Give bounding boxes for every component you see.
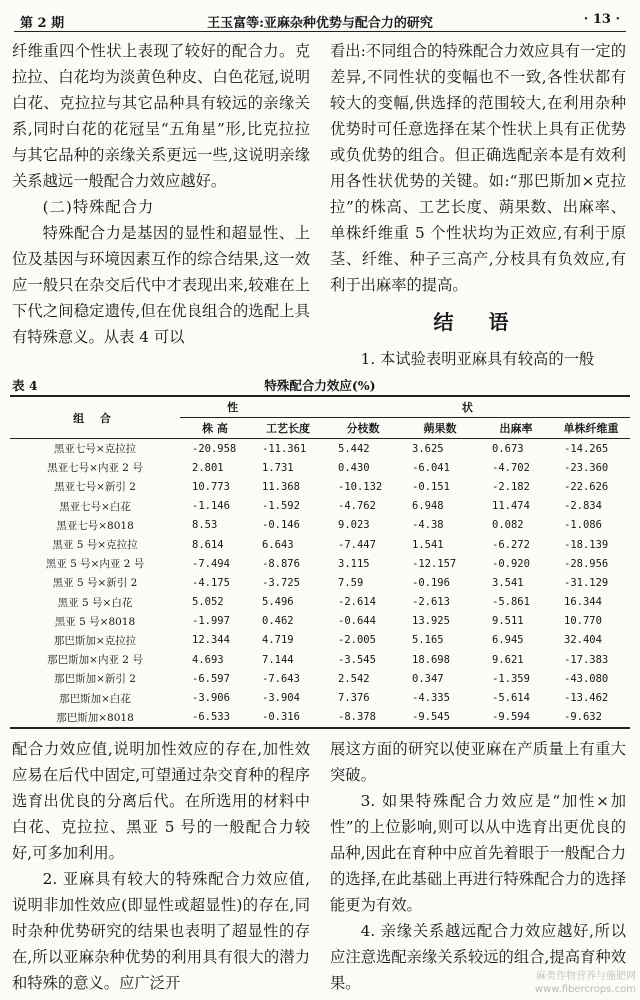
value-cell: -1.997: [192, 615, 230, 628]
left-column-top: [12, 38, 310, 350]
paragraph: 配合力效应值,说明加性效应的存在,加性效应易在后代中固定,可望通过杂交育种的程序选育出优良的分离后代。在所选用的材料中白花、克拉拉、黑亚 5 号的一般配合力较好,可多加利用。: [12, 740, 310, 862]
value-cell: 0.430: [338, 461, 370, 474]
header-rule: [14, 31, 626, 32]
sca-table: [10, 395, 630, 729]
table-row: [10, 516, 630, 535]
section-subheading: (二)特殊配合力: [42, 198, 155, 216]
table-row: [10, 669, 630, 688]
issue-number: 第 2 期: [20, 16, 65, 31]
value-cell: 3.115: [338, 557, 370, 570]
running-title: 王玉富等:亚麻杂种优势与配合力的研究: [207, 16, 433, 31]
value-cell: -0.196: [412, 576, 450, 589]
combo-cell: 黑亚七号×内亚 2 号: [47, 462, 143, 475]
value-cell: -2.613: [412, 596, 450, 609]
value-cell: 0.082: [492, 519, 524, 532]
value-cell: -3.906: [192, 692, 230, 705]
value-cell: -20.958: [192, 442, 237, 455]
value-cell: -6.041: [412, 461, 450, 474]
value-cell: -0.920: [492, 557, 530, 570]
col-header: 分枝数: [326, 418, 400, 439]
value-cell: -7.447: [338, 538, 376, 551]
table-row: [10, 439, 630, 459]
value-cell: -4.762: [338, 500, 376, 513]
col-header: 出麻率: [480, 418, 552, 439]
value-cell: 16.344: [564, 596, 602, 609]
value-cell: 10.770: [564, 615, 602, 628]
value-cell: -4.702: [492, 461, 530, 474]
traits-header: 性 状: [180, 396, 630, 418]
value-cell: -0.316: [250, 708, 326, 728]
table-caption: [10, 373, 630, 395]
value-cell: -31.129: [564, 576, 609, 589]
value-cell: 5.052: [192, 596, 224, 609]
combo-cell: 黑亚 5 号×白花: [57, 596, 133, 609]
value-cell: -8.876: [262, 557, 300, 570]
value-cell: -3.545: [338, 653, 376, 666]
table-4: [10, 373, 630, 729]
value-cell: -2.005: [338, 634, 376, 647]
value-cell: 0.673: [492, 442, 524, 455]
value-cell: -2.834: [564, 500, 602, 513]
value-cell: -9.594: [480, 708, 552, 728]
value-cell: -3.725: [262, 576, 300, 589]
value-cell: 7.59: [338, 576, 364, 589]
combo-cell: 黑亚 5 号×克拉拉: [52, 539, 138, 552]
value-cell: -3.904: [262, 692, 300, 705]
value-cell: 13.925: [412, 615, 450, 628]
combo-cell: 那巴斯加×克拉拉: [53, 634, 137, 647]
value-cell: -2.182: [492, 480, 530, 493]
paragraph: 3. 如果特殊配合力效应是“加性×加性”的上位影响,则可以从中选育出更优良的品种,因此在育种中应首先着眼于一般配合力的选择,在此基础上再进行特殊配合力的选择能更为有效。: [330, 792, 626, 914]
value-cell: 4.693: [192, 653, 224, 666]
right-column-bottom: [330, 736, 626, 996]
value-cell: -8.378: [326, 708, 400, 728]
value-cell: -4.335: [412, 692, 450, 705]
combo-cell: 黑亚七号×白花: [59, 500, 131, 513]
value-cell: 11.474: [492, 500, 530, 513]
table-number: 表 4: [12, 378, 38, 393]
paragraph: 纤维重四个性状上表现了较好的配合力。克拉拉、白花均为淡黄色种皮、白色花冠,说明白花、克拉拉与其它品种具有较远的亲缘关系,同时白花的花冠呈“五角星”形,比克拉拉与其它品种的亲缘关系更远一些,这说明亲缘关系越远一般配合力效应越好。: [12, 42, 310, 190]
value-cell: -28.956: [564, 557, 609, 570]
table-body: [10, 439, 630, 728]
value-cell: -7.494: [192, 557, 230, 570]
value-cell: -0.151: [412, 480, 450, 493]
table-row: [10, 497, 630, 516]
combo-cell: 黑亚七号×新引 2: [54, 481, 136, 494]
combo-cell: 黑亚 5 号×新引 2: [52, 577, 138, 590]
paragraph: 2. 亚麻具有较大的特殊配合力效应值,说明非加性效应(即显性或超显性)的存在,同时杂种优势研究的结果也表明了超显性的存在,所以亚麻杂种优势的利用具有很大的潜力和特殊的意义。应广泛开: [12, 870, 310, 992]
value-cell: -0.644: [338, 615, 376, 628]
value-cell: 3.625: [412, 442, 444, 455]
paragraph: 4. 亲缘关系越远配合力效应越好,所以应注意选配亲缘关系较远的组合,提高育种效果。: [330, 922, 626, 992]
value-cell: -1.086: [564, 519, 602, 532]
value-cell: -23.360: [564, 461, 609, 474]
value-cell: -6.533: [180, 708, 250, 728]
value-cell: -17.383: [564, 653, 609, 666]
value-cell: 18.698: [412, 653, 450, 666]
value-cell: -43.080: [564, 672, 609, 685]
value-cell: -22.626: [564, 480, 609, 493]
left-column-bottom: [12, 736, 310, 996]
watermark-line: 麻类作物营养与施肥网: [536, 971, 636, 982]
table-row: [10, 688, 630, 707]
value-cell: -4.38: [412, 519, 444, 532]
value-cell: -11.361: [262, 442, 307, 455]
value-cell: -2.614: [338, 596, 376, 609]
value-cell: 2.801: [192, 461, 224, 474]
combo-cell: 黑亚 5 号×内亚 2 号: [45, 558, 145, 571]
watermark: [535, 970, 636, 996]
table-row: [10, 573, 630, 592]
page-number: · 13 ·: [583, 12, 620, 27]
value-cell: 2.542: [338, 672, 370, 685]
value-cell: 0.347: [412, 672, 444, 685]
value-cell: 0.462: [262, 615, 294, 628]
value-cell: 6.643: [262, 538, 294, 551]
value-cell: 5.442: [338, 442, 370, 455]
table-title: 特殊配合力效应(%): [264, 378, 376, 393]
value-cell: -1.359: [492, 672, 530, 685]
value-cell: -6.272: [492, 538, 530, 551]
value-cell: 5.165: [412, 634, 444, 647]
value-cell: 4.719: [262, 634, 294, 647]
value-cell: -10.132: [338, 480, 383, 493]
watermark-line: www.fibercrops.com: [534, 984, 636, 995]
paragraph: 展这方面的研究以使亚麻在产质量上有重大突破。: [330, 740, 626, 784]
table-row: [10, 593, 630, 612]
table-row: [10, 535, 630, 554]
value-cell: 32.404: [564, 634, 602, 647]
combo-cell: 黑亚 5 号×8018: [54, 615, 136, 628]
value-cell: 9.023: [338, 519, 370, 532]
combo-cell: 那巴斯加×新引 2: [54, 673, 136, 686]
value-cell: 8.53: [192, 519, 218, 532]
conclusion-heading: 结 语: [433, 310, 523, 334]
table-row: [10, 458, 630, 477]
value-cell: 5.496: [262, 596, 294, 609]
value-cell: -7.643: [262, 672, 300, 685]
table-row: [10, 554, 630, 573]
combo-cell: 那巴斯加×白花: [59, 692, 131, 705]
value-cell: -6.597: [192, 672, 230, 685]
value-cell: -12.157: [412, 557, 457, 570]
value-cell: 1.541: [412, 538, 444, 551]
value-cell: 6.945: [492, 634, 524, 647]
combo-cell: 黑亚七号×克拉拉: [53, 443, 137, 456]
value-cell: -14.265: [564, 442, 609, 455]
value-cell: 11.368: [262, 480, 300, 493]
value-cell: 1.731: [262, 461, 294, 474]
value-cell: -4.175: [192, 576, 230, 589]
value-cell: 3.541: [492, 576, 524, 589]
combo-header: 组 合: [10, 396, 180, 439]
value-cell: 12.344: [192, 634, 230, 647]
value-cell: 7.376: [338, 692, 370, 705]
col-header: 蒴果数: [400, 418, 480, 439]
value-cell: 9.511: [492, 615, 524, 628]
value-cell: -1.592: [262, 500, 300, 513]
paragraph: 特殊配合力是基因的显性和超显性、上位及基因与环境因素互作的综合结果,这一效应一般只在杂交后代中才表现出来,较难在上下代之间稳定遗传,但在优良组合的选配上具有特殊意义。从表 4 可以: [12, 224, 310, 346]
table-row: [10, 708, 630, 728]
table-row: [10, 631, 630, 650]
value-cell: -18.139: [564, 538, 609, 551]
paragraph: 1. 本试验表明亚麻具有较高的一般: [360, 350, 595, 368]
value-cell: 8.614: [192, 538, 224, 551]
paragraph: 看出:不同组合的特殊配合力效应具有一定的差异,不同性状的变幅也不一致,各性状都有较大的变幅,供选择的范围较大,在利用杂种优势时可任意选择在某个性状上具有正优势或负优势的组合。但正确选配亲本是有效利用各性状优势的关键。如:“那巴斯加×克拉拉”的株高、工艺长度、蒴果数、出麻率、单株纤维重 5 个性状均为正效应,有利于原茎、纤维、种子三高产,分枝具有负效应,有利于出麻率的提高。: [330, 42, 626, 294]
value-cell: -5.861: [492, 596, 530, 609]
value-cell: 7.144: [262, 653, 294, 666]
value-cell: -13.462: [564, 692, 609, 705]
value-cell: -9.545: [400, 708, 480, 728]
combo-cell: 那巴斯加×8018: [10, 708, 180, 728]
value-cell: 6.948: [412, 500, 444, 513]
table-row: [10, 650, 630, 669]
value-cell: 10.773: [192, 480, 230, 493]
col-header: 工艺长度: [250, 418, 326, 439]
col-header: 单株纤维重: [552, 418, 630, 439]
value-cell: -0.146: [262, 519, 300, 532]
combo-cell: 那巴斯加×内亚 2 号: [47, 654, 143, 667]
value-cell: -5.614: [492, 692, 530, 705]
page-header: [14, 6, 626, 30]
table-row: [10, 477, 630, 496]
col-header: 株 高: [180, 418, 250, 439]
value-cell: -9.632: [552, 708, 630, 728]
value-cell: -1.146: [192, 500, 230, 513]
combo-cell: 黑亚七号×8018: [56, 519, 134, 532]
table-row: [10, 612, 630, 631]
value-cell: 9.621: [492, 653, 524, 666]
right-column-top: [330, 38, 626, 372]
